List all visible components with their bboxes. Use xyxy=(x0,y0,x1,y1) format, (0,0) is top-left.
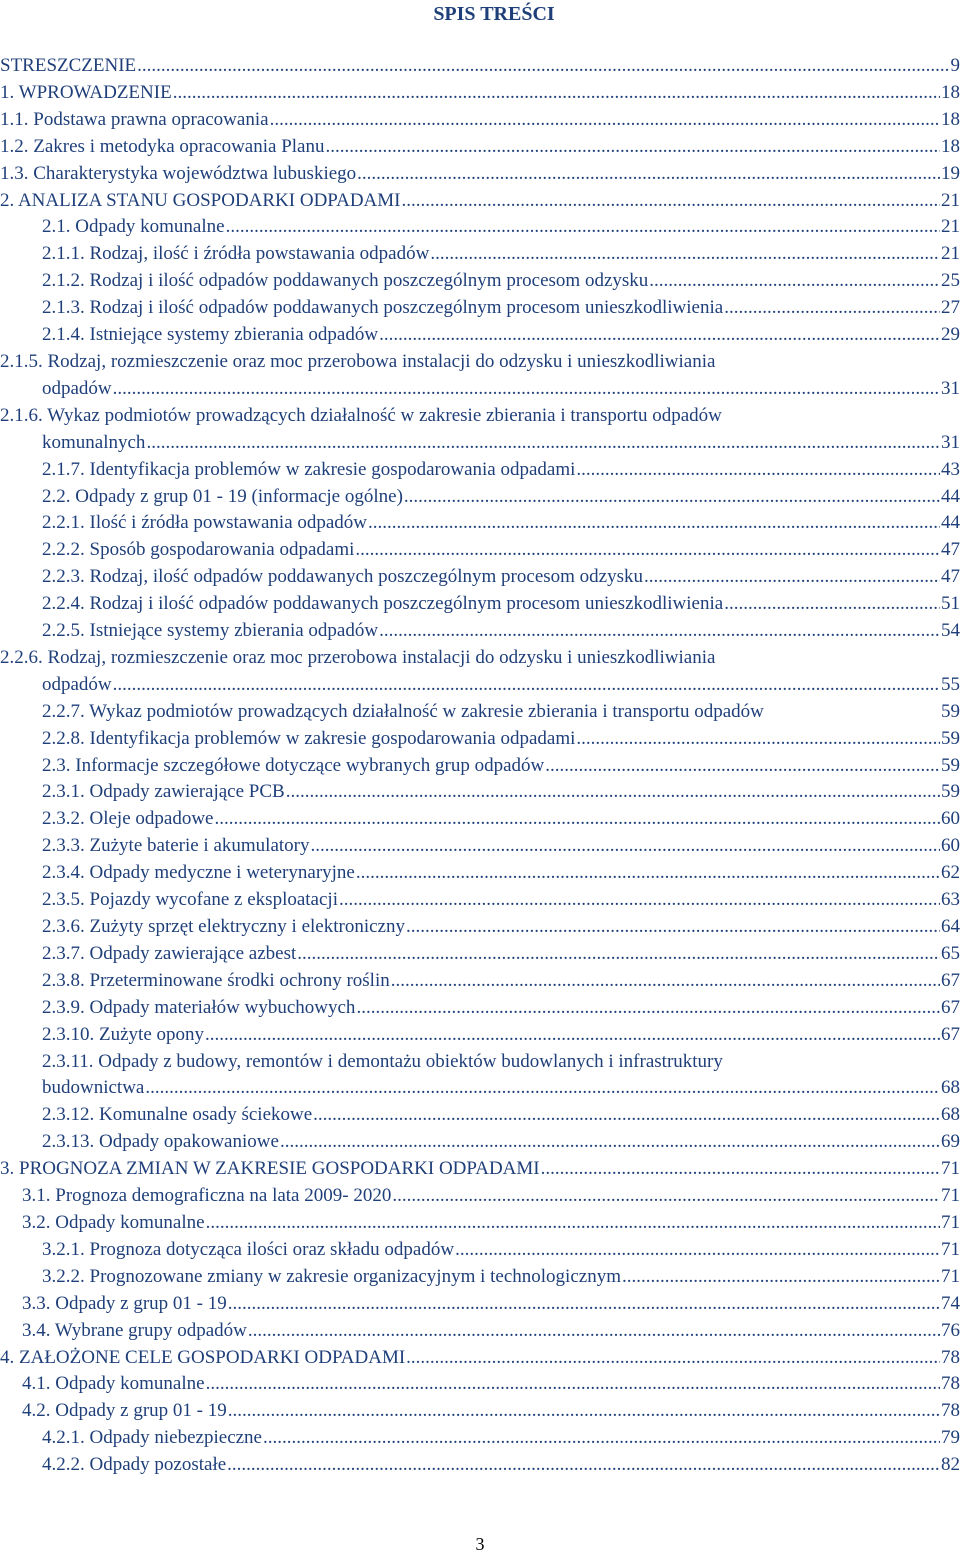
dot-leader xyxy=(145,1075,940,1102)
dot-leader xyxy=(248,1318,940,1345)
toc-entry-page: 69 xyxy=(941,1131,960,1153)
toc-entry[interactable] xyxy=(0,968,960,995)
toc-entry-title: 3.2.2. Prognozowane zmiany w zakresie organizacyjnym i technologicznym xyxy=(42,1265,621,1287)
toc-entry[interactable] xyxy=(0,268,960,295)
toc-entry-title: 2.2.4. Rodzaj i ilość odpadów poddawanych poszczególnym procesom unieszkodliwienia xyxy=(42,593,724,615)
toc-entry-title: 2.1. Odpady komunalne xyxy=(42,216,225,238)
toc-entry[interactable] xyxy=(0,591,960,618)
dot-leader xyxy=(391,968,940,995)
toc-entry[interactable] xyxy=(0,887,960,914)
toc-entry[interactable] xyxy=(0,214,960,241)
toc-entry-title-first-line: 2.2.6. Rodzaj, rozmieszczenie oraz moc przerobowa instalacji do odzysku i unieszkodliwiania xyxy=(0,646,716,668)
dot-leader xyxy=(313,1102,940,1129)
toc-entry[interactable] xyxy=(0,1129,960,1156)
toc-entry[interactable] xyxy=(0,1345,960,1372)
toc-entry[interactable] xyxy=(0,833,960,860)
toc-entry-title: 1.3. Charakterystyka województwa lubuskiego xyxy=(0,162,357,184)
dot-leader xyxy=(205,1022,940,1049)
dot-leader xyxy=(622,1264,940,1291)
toc-entry-page: 71 xyxy=(941,1185,960,1207)
toc-entry-page: 59 xyxy=(941,781,960,803)
toc-entry-page: 62 xyxy=(941,862,960,884)
dot-leader xyxy=(644,564,940,591)
toc-entry[interactable] xyxy=(0,1264,960,1291)
toc-entry[interactable] xyxy=(0,537,960,564)
toc-entry-page: 21 xyxy=(941,243,960,265)
dot-leader xyxy=(402,188,940,215)
toc-entry-title: odpadów xyxy=(42,377,112,399)
dot-leader xyxy=(137,53,949,80)
toc-entry-page: 55 xyxy=(941,673,960,695)
dot-leader xyxy=(227,1452,940,1479)
toc-entry-page: 71 xyxy=(941,1265,960,1287)
toc-entry[interactable] xyxy=(0,1183,960,1210)
toc-entry-title: 2.1.7. Identyfikacja problemów w zakresie gospodarowania odpadami xyxy=(42,458,576,480)
toc-entry-title: 2.3.1. Odpady zawierające PCB xyxy=(42,781,285,803)
toc-entry-title: 4.2. Odpady z grup 01 - 19 xyxy=(22,1400,227,1422)
dot-leader xyxy=(649,268,940,295)
dot-leader xyxy=(228,1291,940,1318)
toc-entry-title: komunalnych xyxy=(42,431,146,453)
toc-entry[interactable] xyxy=(0,457,960,484)
toc-entry[interactable] xyxy=(0,134,960,161)
dot-leader xyxy=(406,914,940,941)
toc-entry[interactable] xyxy=(0,1156,960,1183)
toc-entry-title: 2.2.2. Sposób gospodarowania odpadami xyxy=(42,539,355,561)
toc-entry-page: 18 xyxy=(941,81,960,103)
dot-leader xyxy=(379,618,940,645)
dot-leader xyxy=(263,1425,940,1452)
toc-entry-title: budownictwa xyxy=(42,1077,145,1099)
toc-entry-title: 1.2. Zakres i metodyka opracowania Planu xyxy=(0,135,325,157)
dot-leader xyxy=(404,484,940,511)
toc-entry[interactable] xyxy=(0,1318,960,1345)
toc-entry-title: 4. ZAŁOŻONE CELE GOSPODARKI ODPADAMI xyxy=(0,1346,406,1368)
toc-entry-title: STRESZCZENIE xyxy=(0,55,137,76)
toc-entry[interactable] xyxy=(0,995,960,1022)
toc-entry-title: 3.3. Odpady z grup 01 - 19 xyxy=(22,1292,227,1314)
toc-entry-title: 2.3.9. Odpady materiałów wybuchowych xyxy=(42,996,356,1018)
dot-leader xyxy=(724,295,940,322)
toc-entry-title: 2.3.6. Zużyty sprzęt elektryczny i elektroniczny xyxy=(42,916,405,937)
dot-leader xyxy=(379,322,940,349)
dot-leader xyxy=(286,779,940,806)
dot-leader xyxy=(228,1398,940,1425)
toc-entry[interactable] xyxy=(0,1398,960,1425)
toc-entry-page: 65 xyxy=(941,942,960,964)
toc-entry-page: 82 xyxy=(941,1454,960,1476)
dot-leader xyxy=(214,806,940,833)
toc-entry-page: 71 xyxy=(941,1211,960,1233)
dot-leader xyxy=(356,995,940,1022)
toc-entry[interactable] xyxy=(0,1371,960,1398)
dot-leader xyxy=(206,1210,940,1237)
dot-leader xyxy=(368,510,940,537)
toc-entry-page: 44 xyxy=(941,485,960,507)
toc-entry-title: 2.2. Odpady z grup 01 - 19 (informacje ogólne) xyxy=(42,485,403,507)
toc-entry-title: 3.2. Odpady komunalne xyxy=(22,1211,205,1233)
toc-entry[interactable] xyxy=(0,618,960,645)
toc-entry-title: odpadów xyxy=(42,673,112,695)
toc-entry[interactable] xyxy=(0,914,960,941)
toc-entry[interactable] xyxy=(0,779,960,806)
toc-entry-page: 9 xyxy=(950,55,960,76)
toc-entry-page: 59 xyxy=(941,700,960,722)
dot-leader xyxy=(430,241,940,268)
toc-entry[interactable] xyxy=(0,1102,960,1129)
toc-entry-page: 78 xyxy=(941,1373,960,1395)
toc-entry-title: 2.1.2. Rodzaj i ilość odpadów poddawanych poszczególnym procesom odzysku xyxy=(42,270,649,292)
toc-entry-page: 67 xyxy=(941,1023,960,1045)
toc-entry[interactable] xyxy=(0,564,960,591)
toc-entry-title: 2.3.13. Odpady opakowaniowe xyxy=(42,1131,279,1153)
toc-entry-title: 2.3.5. Pojazdy wycofane z eksploatacji xyxy=(42,889,338,911)
toc-entry-page: 31 xyxy=(941,431,960,453)
dot-leader xyxy=(576,457,940,484)
dot-leader xyxy=(270,107,940,134)
toc-entry-title: 1. WPROWADZENIE xyxy=(0,81,172,103)
page-title: SPIS TREŚCI xyxy=(433,3,555,25)
toc-entry-title: 2.2.8. Identyfikacja problemów w zakresie gospodarowania odpadami xyxy=(42,727,576,749)
dot-leader xyxy=(545,753,940,780)
dot-leader xyxy=(206,1371,940,1398)
toc-entry-page: 59 xyxy=(941,727,960,749)
toc-entry-page: 19 xyxy=(941,162,960,184)
toc-entry-page: 51 xyxy=(941,593,960,615)
dot-leader xyxy=(297,941,940,968)
toc-entry[interactable] xyxy=(0,726,960,753)
toc-entry[interactable] xyxy=(0,806,960,833)
toc-entry-title: 2.3.2. Oleje odpadowe xyxy=(42,808,214,830)
toc-entry-title: 4.2.1. Odpady niebezpieczne xyxy=(42,1427,262,1449)
dot-leader xyxy=(576,726,940,753)
toc-entry-title: 3. PROGNOZA ZMIAN W ZAKRESIE GOSPODARKI ODPADAMI xyxy=(0,1158,540,1180)
toc-entry[interactable] xyxy=(0,1210,960,1237)
toc-entry[interactable] xyxy=(0,403,960,457)
dot-leader xyxy=(113,376,940,403)
toc-entry-page: 67 xyxy=(941,969,960,991)
toc-entry-page: 21 xyxy=(941,216,960,238)
toc-entry[interactable] xyxy=(0,1049,960,1103)
toc-entry-page: 18 xyxy=(941,108,960,130)
toc-entry-page: 71 xyxy=(941,1238,960,1260)
toc-entry[interactable] xyxy=(0,188,960,215)
toc-entry[interactable] xyxy=(0,322,960,349)
toc-entry-page: 78 xyxy=(941,1400,960,1422)
toc-entry-page: 18 xyxy=(941,135,960,157)
dot-leader xyxy=(325,134,940,161)
toc-entry-title: 2.3.4. Odpady medyczne i weterynaryjne xyxy=(42,862,355,884)
toc-entry[interactable] xyxy=(0,295,960,322)
toc-entry-title-first-line: 2.3.11. Odpady z budowy, remontów i demontażu obiektów budowlanych i infrastruktury xyxy=(42,1050,723,1072)
toc-entry[interactable] xyxy=(0,107,960,134)
toc-entry[interactable] xyxy=(0,241,960,268)
toc-entry-page: 79 xyxy=(941,1427,960,1449)
toc-entry-page: 74 xyxy=(941,1292,960,1314)
toc-entry-title: 2.2.7. Wykaz podmiotów prowadzących działalność w zakresie zbierania i transportu odpadów xyxy=(42,700,764,722)
page-number: 3 xyxy=(475,1534,485,1554)
toc-entry-page: 31 xyxy=(941,377,960,399)
toc-entry-title: 2.1.1. Rodzaj, ilość i źródła powstawania odpadów xyxy=(42,243,430,265)
toc-entry-title: 2.1.4. Istniejące systemy zbierania odpadów xyxy=(42,324,379,346)
dot-leader xyxy=(724,591,940,618)
toc-entry[interactable] xyxy=(0,1237,960,1264)
dot-leader xyxy=(339,887,940,914)
toc-entry-page: 59 xyxy=(941,754,960,776)
toc-entry-title: 2.2.5. Istniejące systemy zbierania odpadów xyxy=(42,620,379,642)
toc-entry-page: 64 xyxy=(941,916,960,937)
toc-entry-title: 2.3.12. Komunalne osady ściekowe xyxy=(42,1104,313,1126)
toc-entry[interactable] xyxy=(0,53,960,80)
toc-entry-page: 67 xyxy=(941,996,960,1018)
toc-entry-page: 71 xyxy=(941,1158,960,1180)
dot-leader xyxy=(455,1237,940,1264)
toc-entry-title: 2.2.1. Ilość i źródła powstawania odpadów xyxy=(42,512,368,534)
dot-leader xyxy=(173,80,940,107)
dot-leader xyxy=(406,1345,940,1372)
toc-entry-page: 21 xyxy=(941,189,960,211)
dot-leader xyxy=(146,430,940,457)
toc-entry-title: 4.1. Odpady komunalne xyxy=(22,1373,205,1395)
toc-entry[interactable] xyxy=(0,161,960,188)
toc-entry[interactable] xyxy=(0,699,960,726)
dot-leader xyxy=(113,672,940,699)
toc-entry-page: 68 xyxy=(941,1104,960,1126)
dot-leader xyxy=(226,214,940,241)
toc-entry-page: 44 xyxy=(941,512,960,534)
toc-entry-page: 29 xyxy=(941,324,960,346)
toc-entry-page: 43 xyxy=(941,458,960,480)
toc-entry-page: 47 xyxy=(941,566,960,588)
toc-entry-title: 2.1.3. Rodzaj i ilość odpadów poddawanych poszczególnym procesom unieszkodliwienia xyxy=(42,297,724,319)
toc-entry-title: 2.3.3. Zużyte baterie i akumulatory xyxy=(42,835,310,857)
toc-entry-title: 3.2.1. Prognoza dotycząca ilości oraz składu odpadów xyxy=(42,1238,455,1260)
dot-leader xyxy=(280,1129,940,1156)
toc-entry-title: 3.1. Prognoza demograficzna na lata 2009- 2020 xyxy=(22,1185,392,1207)
toc-entry-title: 2.3.7. Odpady zawierające azbest xyxy=(42,942,297,964)
toc-entry-page: 60 xyxy=(941,808,960,830)
toc-entry-page: 47 xyxy=(941,539,960,561)
toc-entry[interactable] xyxy=(0,80,960,107)
toc-entry-title-first-line: 2.1.5. Rodzaj, rozmieszczenie oraz moc przerobowa instalacji do odzysku i unieszkodliwiania xyxy=(0,350,716,372)
toc-entry[interactable] xyxy=(0,645,960,699)
dot-leader xyxy=(392,1183,940,1210)
toc-entry-page: 60 xyxy=(941,835,960,857)
toc-entry[interactable] xyxy=(0,484,960,511)
toc-entry[interactable] xyxy=(0,753,960,780)
dot-leader xyxy=(355,537,940,564)
toc-entry[interactable] xyxy=(0,510,960,537)
toc-entry[interactable] xyxy=(0,860,960,887)
toc-entry-title: 1.1. Podstawa prawna opracowania xyxy=(0,108,269,130)
dot-leader xyxy=(541,1156,940,1183)
toc-entry[interactable] xyxy=(0,1022,960,1049)
toc-entry-page: 27 xyxy=(941,297,960,319)
toc-entry-page: 63 xyxy=(941,889,960,911)
toc-entry-title-first-line: 2.1.6. Wykaz podmiotów prowadzących działalność w zakresie zbierania i transportu odpadów xyxy=(0,404,722,426)
toc-entry-page: 25 xyxy=(941,270,960,292)
dot-leader xyxy=(357,161,940,188)
table-of-contents xyxy=(0,53,960,1479)
toc-entry[interactable] xyxy=(0,1425,960,1452)
toc-entry[interactable] xyxy=(0,349,960,403)
toc-entry-title: 4.2.2. Odpady pozostałe xyxy=(42,1454,227,1476)
toc-entry-title: 3.4. Wybrane grupy odpadów xyxy=(22,1319,247,1341)
toc-entry-title: 2.3.8. Przeterminowane środki ochrony roślin xyxy=(42,969,390,991)
toc-entry[interactable] xyxy=(0,941,960,968)
toc-entry-page: 78 xyxy=(941,1346,960,1368)
toc-entry-title: 2.3. Informacje szczegółowe dotyczące wybranych grup odpadów xyxy=(42,754,545,776)
dot-leader xyxy=(356,860,940,887)
toc-entry-title: 2. ANALIZA STANU GOSPODARKI ODPADAMI xyxy=(0,189,401,211)
toc-entry-title: 2.2.3. Rodzaj, ilość odpadów poddawanych poszczególnym procesom odzysku xyxy=(42,566,644,588)
toc-entry-title: 2.3.10. Zużyte opony xyxy=(42,1023,205,1045)
toc-entry-page: 68 xyxy=(941,1077,960,1099)
dot-leader xyxy=(311,833,941,860)
toc-entry-page: 54 xyxy=(941,620,960,642)
toc-entry[interactable] xyxy=(0,1291,960,1318)
toc-entry-page: 76 xyxy=(941,1319,960,1341)
toc-entry[interactable] xyxy=(0,1452,960,1479)
